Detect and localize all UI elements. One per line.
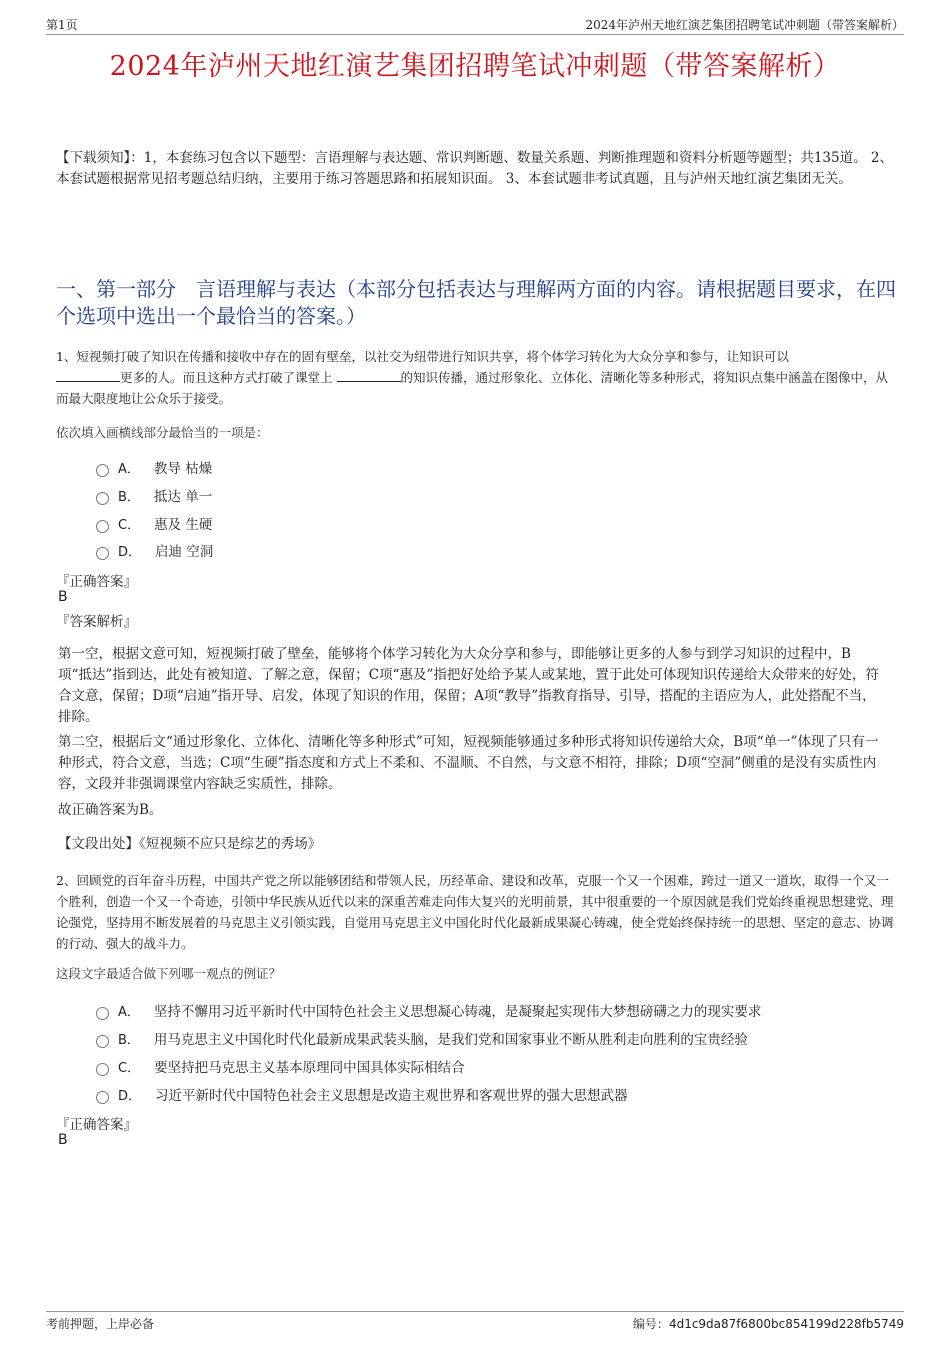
question-1-ask: 依次填入画横线部分最恰当的一项是： [56,425,269,440]
radio-icon[interactable] [96,1035,109,1048]
radio-icon[interactable] [96,464,109,477]
analysis-conclusion: 故正确答案为B。 [58,802,163,818]
page-number: 第1页 [46,18,78,32]
question-1-option-d[interactable]: D． 启迪 空洞 [96,540,213,560]
radio-icon[interactable] [96,547,109,560]
answer-label: 『正确答案』 [56,1117,137,1133]
header-doc-title: 2024年泸州天地红演艺集团招聘笔试冲刺题（带答案解析） [585,18,904,32]
document-title: 2024年泸州天地红演艺集团招聘笔试冲刺题（带答案解析） [109,51,841,82]
question-1-option-c[interactable]: C． 惠及 生硬 [96,513,212,533]
source-citation: 【文段出处】《短视频不应只是综艺的秀场》 [58,836,322,852]
footer-code: 编号：4d1c9da87f6800bc854199d228fb5749 [632,1317,904,1331]
question-1-text: 1、短视频打破了知识在传播和接收中存在的固有壁垒，以社交为纽带进行知识共享，将个体学习转化为大众分享和参与，让知识可以 更多的人。而且这种方式打破了课堂上 的知识传播，通过形象化、立体化、清晰化等多种形式，将知识点集中涵盖在图像中，从而最大限度地让公众乐于接受。 [56,349,889,406]
section-heading: 一、第一部分 言语理解与表达（本部分包括表达与理解两方面的内容。请根据题目要求，在四个选项中选出一个最恰当的答案。） [56,277,896,328]
radio-icon[interactable] [96,1091,109,1104]
analysis-paragraph: 第二空，根据后文“通过形象化、立体化、清晰化等多种形式”可知，短视频能够通过多种形式将知识传递给大众，B项“单一”体现了只有一种形式，符合文意，当选；C项“生硬”指态度和方式上不柔和、不温顺、不自然，与文意不相符，排除；D项“空洞”侧重的是没有实质性内容，文段并非强调课堂内容缺乏实质性，排除。 [58,734,879,792]
radio-icon[interactable] [96,520,109,533]
blank-1 [56,369,120,382]
answer-label: 『正确答案』 [56,574,137,590]
radio-icon[interactable] [96,1063,109,1076]
question-1-option-a[interactable]: A． 教导 枯燥 [96,457,212,477]
analysis-label: 『答案解析』 [56,614,137,630]
page-footer [46,1311,904,1332]
answer-value: B [58,589,68,605]
question-2-ask: 这段文字最适合做下列哪一观点的例证？ [56,966,282,981]
radio-icon[interactable] [96,1007,109,1020]
answer-value: B [58,1132,68,1148]
analysis-paragraph: 第一空，根据文意可知，短视频打破了壁垒，能够将个体学习转化为大众分享和参与，即能够让更多的人参与到学习知识的过程中，B项“抵达”指到达，此处有被知道、了解之意，保留；C项“惠及”指把好处给予某人或某地，置于此处可体现知识传递给大众带来的好处，符合文意，保留；D项“启迪”指开导、启发，体现了知识的作用，保留；A项“教导”指教育指导、引导，搭配的主语应为人，此处搭配不当，排除。 [58,646,879,725]
radio-icon[interactable] [96,492,109,505]
download-notice: 【下载须知】：1，本套练习包含以下题型：言语理解与表达题、常识判断题、数量关系题、判断推理题和资料分析题等题型；共135道。 2、本套试题根据常见招考题总结归纳，主要用于练习答题思路和拓展知识面。 3、本套试题非考试真题，且与泸州天地红演艺集团无关。 [56,150,893,187]
question-2-text: 2、回顾党的百年奋斗历程，中国共产党之所以能够团结和带领人民，历经革命、建设和改革，克服一个又一个困难，跨过一道又一道坎，取得一个又一个胜利，创造一个又一个奇迹，引领中华民族从近代以来的深重苦难走向伟大复兴的光明前景，其中很重要的一个原因就是我们党始终重视思想建党、理论强党，坚持用不断发展着的马克思主义引领实践，自觉用马克思主义中国化时代化最新成果凝心铸魂，使全党始终保持统一的思想、坚定的意志、协调的行动、强大的战斗力。 [56,873,894,951]
page-header [46,14,904,35]
footer-slogan: 考前押题，上岸必备 [46,1317,155,1331]
blank-2 [337,369,401,382]
question-2-option-c[interactable]: C． 要坚持把马克思主义基本原理同中国具体实际相结合 [96,1056,465,1076]
question-2-option-a[interactable]: A． 坚持不懈用习近平新时代中国特色社会主义思想凝心铸魂，是凝聚起实现伟大梦想磅礴之力的现实要求 [96,1000,761,1020]
question-2-option-d[interactable]: D． 习近平新时代中国特色社会主义思想是改造主观世界和客观世界的强大思想武器 [96,1084,628,1104]
question-2-option-b[interactable]: B． 用马克思主义中国化时代化最新成果武装头脑，是我们党和国家事业不断从胜利走向胜利的宝贵经验 [96,1028,748,1048]
question-1-option-b[interactable]: B． 抵达 单一 [96,485,212,505]
